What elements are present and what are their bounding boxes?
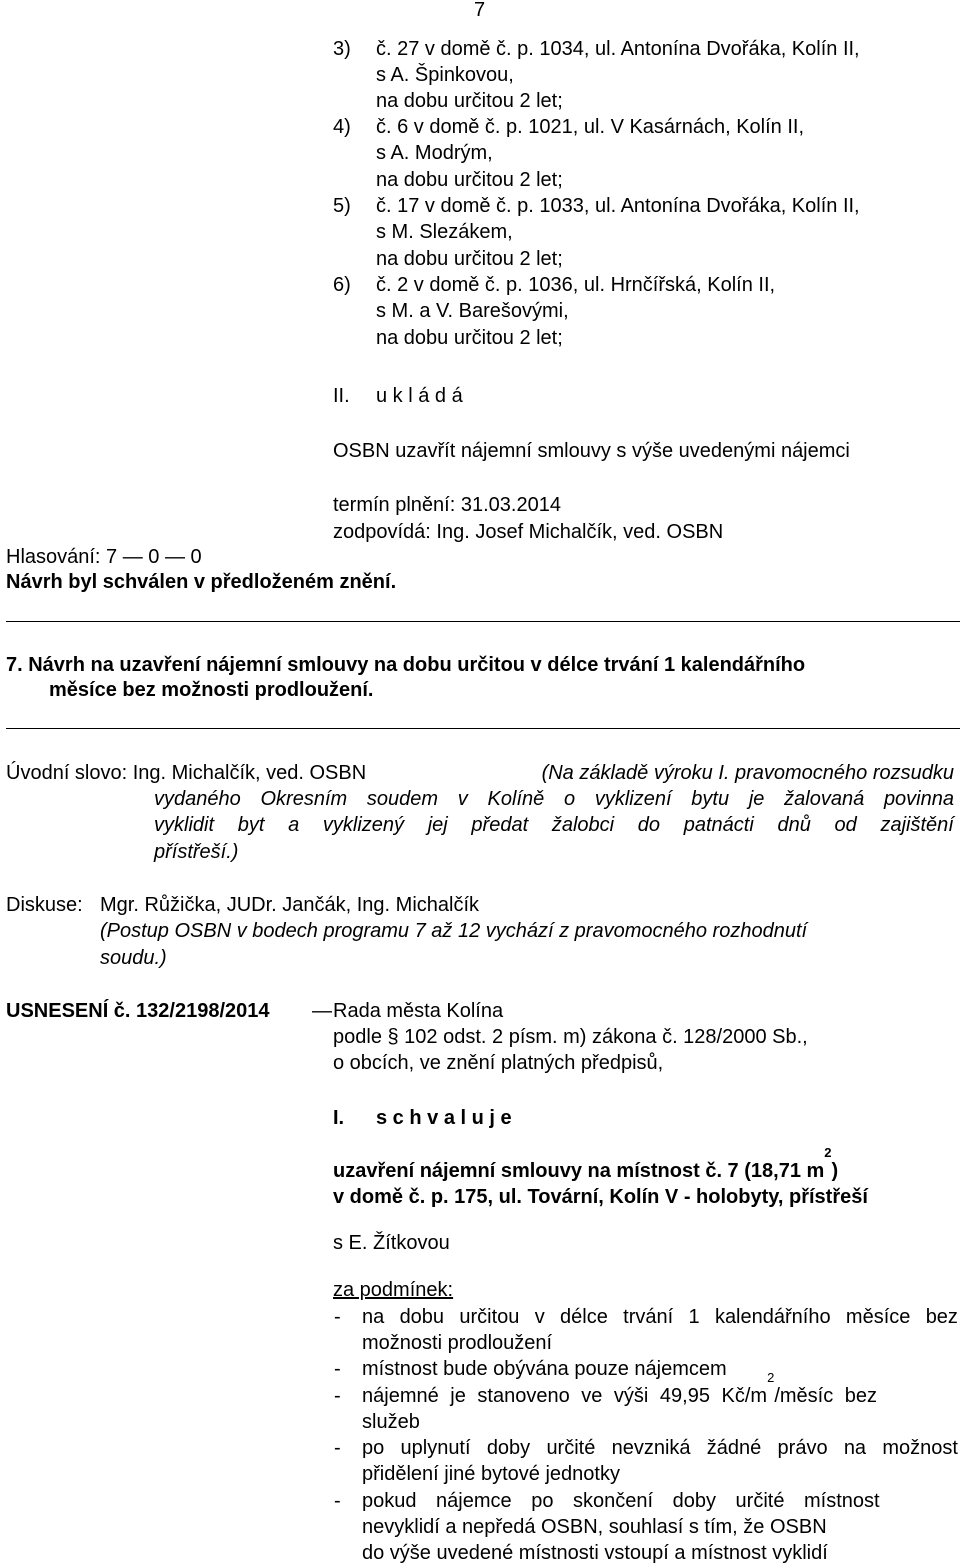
list-item: na dobu určitou v délce trvání 1 kalendářního měsíce bez — [362, 1306, 958, 1328]
responsible: zodpovídá: Ing. Josef Michalčík, ved. OSBN — [333, 521, 724, 543]
discussion-label: Diskuse: — [6, 894, 83, 916]
list-item: možnosti prodloužení — [362, 1332, 553, 1354]
item-line: č. 17 v domě č. p. 1033, ul. Antonína Dvořáka, Kolín II, — [376, 195, 860, 217]
list-item: místnost bude obývána pouze nájemcem — [362, 1358, 727, 1380]
resolution-body: Rada města Kolína — [333, 1000, 504, 1022]
intro-text: vydaného Okresním soudem v Kolíně o vyklizení bytu je žalovaná povinna — [154, 788, 954, 810]
resolution-part-number: I. — [333, 1107, 345, 1129]
resolution-part-number: II. — [333, 385, 350, 407]
divider — [6, 621, 960, 622]
resolution-number: USNESENÍ č. 132/2198/2014 — [6, 1000, 270, 1022]
item-line: č. 6 v domě č. p. 1021, ul. V Kasárnách, Kolín II, — [376, 116, 805, 138]
conditions-label: za podmínek: — [333, 1279, 454, 1301]
item-line: na dobu určitou 2 let; — [376, 169, 563, 191]
approved-contract: uzavření nájemní smlouvy na místnost č. 7 (18,71 $m^2$) — [333, 1145, 839, 1182]
intro-text: vyklidit byt a vyklizený jej předat žalobci do patnácti dnů od zajištění — [154, 814, 954, 836]
page-number: 7 — [474, 0, 486, 21]
list-item: do výše uvedené místnosti vstoupí a místnost vyklidí — [362, 1542, 828, 1564]
item-line: na dobu určitou 2 let; — [376, 327, 563, 349]
resolution-verb: s c h v a l u j e — [376, 1107, 512, 1129]
discussion-text: (Postup OSBN v bodech programu 7 až 12 vychází z pravomocného rozhodnutí — [100, 920, 808, 942]
list-item: nevyklidí a nepředá OSBN, souhlasí s tím, že OSBN — [362, 1516, 827, 1538]
section-title-cont: měsíce bez možnosti prodloužení. — [49, 679, 374, 701]
intro-text: přístřeší.) — [154, 841, 239, 863]
intro-italic: (Na základě výroku I. pravomocného rozsudku — [541, 762, 954, 784]
list-item: přidělení jiné bytové jednotky — [362, 1463, 620, 1485]
item-line: na dobu určitou 2 let; — [376, 248, 563, 270]
intro-line — [6, 761, 954, 785]
section-title: 7. Návrh na uzavření nájemní smlouvy na dobu určitou v délce trvání 1 kalendářního — [6, 654, 806, 676]
intro-label: Úvodní slovo: — [6, 762, 128, 784]
list-bullet: - — [334, 1490, 341, 1512]
item-number: 3) — [333, 38, 351, 60]
discussion-names: Mgr. Růžička, JUDr. Jančák, Ing. Michalčík — [100, 894, 480, 916]
discussion-text: soudu.) — [100, 947, 167, 969]
item-line: s M. Slezákem, — [376, 221, 513, 243]
legal-basis: o obcích, ve znění platných předpisů, — [333, 1052, 664, 1074]
item-line: s A. Modrým, — [376, 142, 493, 164]
item-line: s A. Špinkovou, — [376, 64, 514, 86]
item-number: 4) — [333, 116, 351, 138]
list-item: služeb — [362, 1411, 420, 1433]
list-item: po uplynutí doby určité nevzniká žádné právo na možnost — [362, 1437, 958, 1459]
intro-speaker: Ing. Michalčík, ved. OSBN — [132, 762, 367, 784]
deadline: termín plnění: 31.03.2014 — [333, 494, 561, 516]
resolution-verb: u k l á d á — [376, 385, 463, 407]
item-line: na dobu určitou 2 let; — [376, 90, 563, 112]
list-item: pokud nájemce po skončení doby určité místnost — [362, 1490, 880, 1512]
item-number: 5) — [333, 195, 351, 217]
list-bullet: - — [334, 1437, 341, 1459]
item-line: č. 2 v domě č. p. 1036, ul. Hrnčířská, Kolín II, — [376, 274, 776, 296]
resolution-dash: — — [312, 1000, 332, 1022]
tenant: s E. Žítkovou — [333, 1232, 450, 1254]
approval-statement: Návrh byl schválen v předloženém znění. — [6, 571, 397, 593]
approved-contract: v domě č. p. 175, ul. Tovární, Kolín V - holobyty, přístřeší — [333, 1186, 868, 1208]
list-bullet: - — [334, 1306, 341, 1328]
list-item: nájemné je stanoveno ve výši 49,95 $Kč/m^2$/měsíc bez — [362, 1370, 878, 1407]
vote-result: Hlasování: 7 — 0 — 0 — [6, 546, 202, 568]
item-line: s M. a V. Barešovými, — [376, 300, 569, 322]
list-bullet: - — [334, 1358, 341, 1380]
list-bullet: - — [334, 1385, 341, 1407]
divider — [6, 728, 960, 729]
resolution-text: OSBN uzavřít nájemní smlouvy s výše uvedenými nájemci — [333, 440, 850, 462]
item-line: č. 27 v domě č. p. 1034, ul. Antonína Dvořáka, Kolín II, — [376, 38, 860, 60]
item-number: 6) — [333, 274, 351, 296]
legal-basis: podle § 102 odst. 2 písm. m) zákona č. 128/2000 Sb., — [333, 1026, 808, 1048]
